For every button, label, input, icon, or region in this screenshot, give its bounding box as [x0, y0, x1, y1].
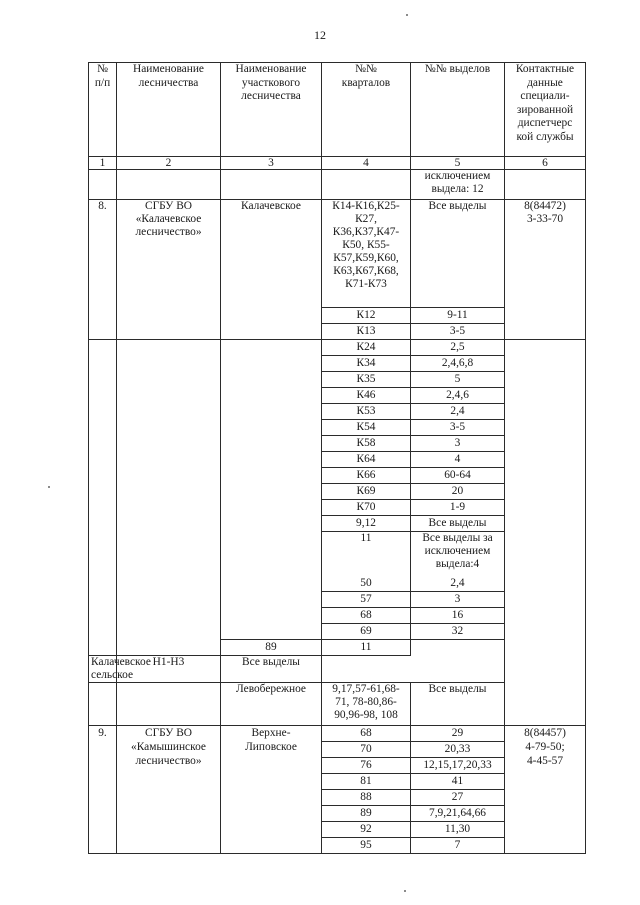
allotment-cell: Все выделы [411, 516, 505, 532]
quarter-cell: 89 [322, 805, 411, 821]
row-8-forestry: СГБУ ВО «Калачевское лесничество» [117, 200, 221, 340]
allotment-cell: Все выделы [411, 682, 505, 725]
allotment-cell: 2,4,6,8 [411, 356, 505, 372]
column-number: 2 [117, 157, 221, 170]
allotment-cell: 3 [411, 591, 505, 607]
quarter-cell: 69 [322, 623, 411, 639]
quarter-cell: К53 [322, 404, 411, 420]
allotment-cell: 5 [411, 372, 505, 388]
table-row [89, 340, 586, 356]
quarter-cell: 57 [322, 591, 411, 607]
scan-speck [404, 890, 406, 892]
column-number: 3 [221, 157, 322, 170]
quarter-cell: 9,12 [322, 516, 411, 532]
allotment-cell: 20,33 [411, 741, 505, 757]
allotment-cell: 2,4 [411, 404, 505, 420]
row-8-main [89, 200, 586, 308]
header-contacts: Контактные данные специали- зированной диспетчерс кой службы [505, 63, 586, 157]
allotment-cell: 7 [411, 837, 505, 853]
allotment-cell: 2,5 [411, 340, 505, 356]
header-num: № п/п [89, 63, 117, 157]
quarter-cell: 50 [322, 576, 411, 592]
allotment-cell: 9-11 [411, 308, 505, 324]
header-row [89, 63, 586, 157]
allotment-cell: 32 [411, 623, 505, 639]
quarter-cell: 70 [322, 741, 411, 757]
quarter-cell: 76 [322, 757, 411, 773]
scan-speck [406, 14, 408, 16]
quarter-cell: 81 [322, 773, 411, 789]
quarter-cell: 89 [221, 639, 322, 655]
quarter-cell: К34 [322, 356, 411, 372]
allotment-cell: 3-5 [411, 324, 505, 340]
page-number: 12 [314, 28, 326, 42]
allotment-cell: 29 [411, 725, 505, 741]
allotment-cell: 16 [411, 607, 505, 623]
row-8-allotments: Все выделы [411, 200, 505, 308]
continuation-row [89, 170, 586, 200]
row-9-contacts: 8(84457) 4-79-50; 4-45-57 [505, 725, 586, 853]
allotment-cell: 12,15,17,20,33 [411, 757, 505, 773]
column-number: 4 [322, 157, 411, 170]
quarter-cell: 88 [322, 789, 411, 805]
quarter-cell: 68 [322, 607, 411, 623]
sub-forestry-cell: Калачевское сельское [89, 655, 117, 682]
header-sub-forestry: Наименование участкового лесничества [221, 63, 322, 157]
quarter-cell: К64 [322, 452, 411, 468]
allotment-cell: 20 [411, 484, 505, 500]
allotment-cell: 41 [411, 773, 505, 789]
allotment-cell: 4 [411, 452, 505, 468]
quarter-cell: 9,17,57-61,68- 71, 78-80,86- 90,96-98, 108 [322, 682, 411, 725]
allotment-cell: 60-64 [411, 468, 505, 484]
row-8-sub-forestry: Калачевское [221, 200, 322, 340]
quarter-cell: 68 [322, 725, 411, 741]
scan-speck [48, 486, 50, 488]
column-number: 6 [505, 157, 586, 170]
quarter-cell: Н1-Н3 [117, 655, 221, 682]
header-allotments: №№ выделов [411, 63, 505, 157]
continuation-allotments: исключением выдела: 12 [411, 170, 505, 200]
row-9-main [89, 725, 586, 741]
column-number: 5 [411, 157, 505, 170]
row-8-quarters: К14-К16,К25- К27, К36,К37,К47- К50, К55- К57,К59,К60, К63,К67,К68, К71-К73 [322, 200, 411, 308]
quarter-cell: 11 [322, 532, 411, 576]
allotment-cell: 3-5 [411, 420, 505, 436]
allotment-cell: Все выделы [221, 655, 322, 682]
allotment-cell: 2,4,6 [411, 388, 505, 404]
header-quarters: №№ кварталов [322, 63, 411, 157]
column-numbers-row [89, 157, 586, 170]
quarter-cell: 92 [322, 821, 411, 837]
quarter-cell: К24 [322, 340, 411, 356]
allotment-cell: 2,4 [411, 576, 505, 592]
allotment-cell: 1-9 [411, 500, 505, 516]
row-8-num: 8. [89, 200, 117, 340]
quarter-cell: К54 [322, 420, 411, 436]
row-9-num: 9. [89, 725, 117, 853]
quarter-cell: 95 [322, 837, 411, 853]
row-9-sub-forestry: Верхне- Липовское [221, 725, 322, 853]
quarter-cell: К35 [322, 372, 411, 388]
allotment-cell: 11 [322, 639, 411, 655]
quarter-cell: К70 [322, 500, 411, 516]
forest-districts-table [88, 62, 586, 854]
quarter-cell: К58 [322, 436, 411, 452]
quarter-cell: К12 [322, 308, 411, 324]
allotment-cell: 7,9,21,64,66 [411, 805, 505, 821]
allotment-cell: Все выделы за исключением выдела:4 [411, 532, 505, 576]
quarter-cell: К46 [322, 388, 411, 404]
row-8-contacts: 8(84472) 3-33-70 [505, 200, 586, 340]
allotment-cell: 27 [411, 789, 505, 805]
column-number: 1 [89, 157, 117, 170]
quarter-cell: К69 [322, 484, 411, 500]
quarter-cell: К13 [322, 324, 411, 340]
header-forestry: Наименование лесничества [117, 63, 221, 157]
sub-forestry-cell: Левобережное [221, 682, 322, 725]
allotment-cell: 3 [411, 436, 505, 452]
quarter-cell: К66 [322, 468, 411, 484]
row-9-forestry: СГБУ ВО «Камышинское лесничество» [117, 725, 221, 853]
allotment-cell: 11,30 [411, 821, 505, 837]
